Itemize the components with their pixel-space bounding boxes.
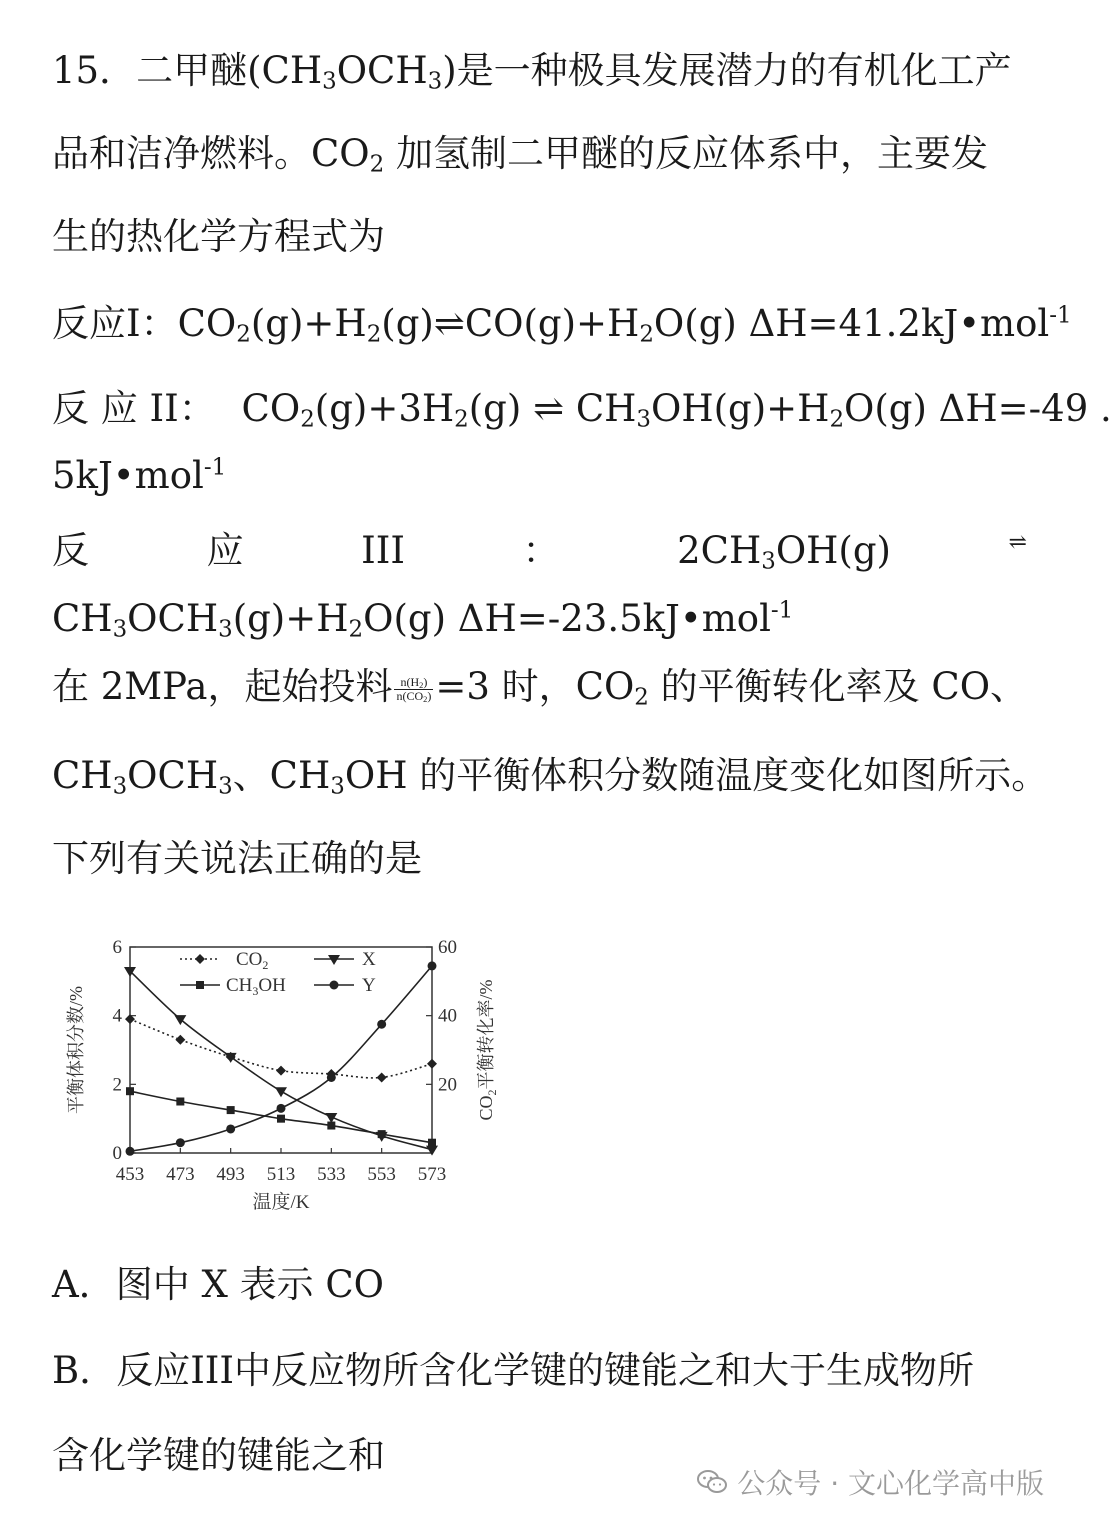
question-stem-line-2: 品和洁净燃料。$CO_2$ 加氢制二甲醚的反应体系中，主要发 — [52, 132, 989, 178]
y-left-tick-label: 6 — [112, 937, 122, 958]
legend-label-x: X — [362, 949, 376, 970]
legend-label-ch3oh: $CH_3OH$ — [226, 975, 286, 998]
option-b-line-1[interactable]: B．反应III中反应物所含化学键的键能之和大于生成物所 — [52, 1349, 975, 1392]
data-point-y — [428, 961, 437, 970]
reaction-3-continued: $CH_3OCH_3(g)+H_2O(g)$ ΔH=-23.5kJ•mol$^{-1}$ — [52, 597, 794, 643]
reaction-3: 反 应 III ： $2CH_3OH(g)$ ⇌ — [52, 529, 1027, 575]
legend-marker-y — [330, 981, 339, 990]
series-line-x — [130, 971, 432, 1150]
condition-line-1: 在 2MPa，起始投料 $\frac{n(H_2)}{n(CO_2)}$ =3 时，$CO_2$ 的平衡转化率及 CO、 — [52, 665, 1028, 711]
question-prompt: 下列有关说法正确的是 — [52, 837, 422, 880]
data-point-y — [226, 1124, 235, 1133]
y-left-axis-label: 平衡体积分数/% — [66, 986, 86, 1114]
equilibrium-chart — [52, 925, 512, 1225]
data-point-y — [126, 1147, 135, 1156]
x-tick-label: 533 — [317, 1164, 346, 1185]
data-point-co2 — [276, 1066, 286, 1076]
option-a[interactable]: A．图中 X 表示 CO — [52, 1263, 384, 1306]
reaction-1: 反应I：$CO_2(g)+H_2(g)\rightleftharpoons CO(g)+H_2O(g)$ ΔH=41.2kJ•mol$^{-1}$ — [52, 302, 1072, 348]
legend-marker-co2 — [195, 954, 205, 964]
data-point-co2 — [377, 1072, 387, 1082]
data-point-y — [277, 1104, 286, 1113]
y-left-tick-label: 4 — [112, 1005, 122, 1027]
data-point-y — [176, 1138, 185, 1147]
data-point-ch3oh — [227, 1106, 235, 1114]
data-point-y — [377, 1020, 386, 1029]
reaction-2-continued: 5kJ•mol$^{-1}$ — [52, 454, 227, 497]
legend-label-y: Y — [362, 975, 376, 996]
option-b-line-2[interactable]: 含化学键的键能之和 — [52, 1434, 385, 1477]
data-point-ch3oh — [176, 1098, 184, 1106]
x-axis-label: 温度/K — [252, 1192, 310, 1213]
reaction-2: 反 应 II： $CO_2(g)+3H_2(g)$ ⇌ $CH_3OH(g)+H_2O(g)$ ΔH=-49 . — [52, 387, 1112, 433]
x-tick-label: 473 — [166, 1164, 195, 1185]
y-right-axis-label: $CO_2$平衡转化率/% — [476, 979, 499, 1121]
x-tick-label: 553 — [367, 1164, 396, 1185]
data-point-x — [426, 1146, 438, 1156]
legend-marker-ch3oh — [196, 981, 204, 989]
x-tick-label: 453 — [115, 1164, 145, 1185]
data-point-ch3oh — [126, 1087, 134, 1095]
feed-ratio-fraction: $\frac{n(H_2)}{n(CO_2)}$ — [396, 674, 432, 705]
y-left-tick-label: 0 — [112, 1143, 122, 1164]
legend-marker-x — [328, 955, 340, 965]
data-point-ch3oh — [428, 1139, 436, 1147]
question-stem-line-3: 生的热化学方程式为 — [52, 215, 385, 258]
data-point-y — [327, 1073, 336, 1082]
data-point-x — [275, 1087, 287, 1097]
y-right-tick-label: 60 — [438, 937, 457, 958]
x-tick-label: 493 — [216, 1164, 245, 1185]
data-point-co2 — [175, 1035, 185, 1045]
x-tick-label: 513 — [266, 1164, 296, 1185]
watermark: 公众号 · 文心化学高中版 — [697, 1462, 1044, 1502]
data-point-ch3oh — [277, 1115, 285, 1123]
condition-line-2: $CH_3OCH_3$、$CH_3OH$ 的平衡体积分数随温度变化如图所示。 — [52, 754, 1049, 800]
data-point-co2 — [427, 1059, 437, 1069]
wechat-icon — [697, 1469, 727, 1495]
x-tick-label: 573 — [417, 1164, 447, 1185]
y-left-tick-label: 2 — [112, 1074, 122, 1096]
chart-legend — [180, 949, 376, 998]
legend-label-co2: $CO_2$ — [236, 949, 269, 972]
y-right-tick-label: 40 — [438, 1005, 457, 1027]
y-right-tick-label: 20 — [438, 1074, 457, 1096]
question-stem-line-1: 15．二甲醚$(CH_3OCH_3)$是一种极具发展潜力的有机化工产 — [52, 49, 1012, 95]
question-number: 15． — [52, 49, 137, 92]
